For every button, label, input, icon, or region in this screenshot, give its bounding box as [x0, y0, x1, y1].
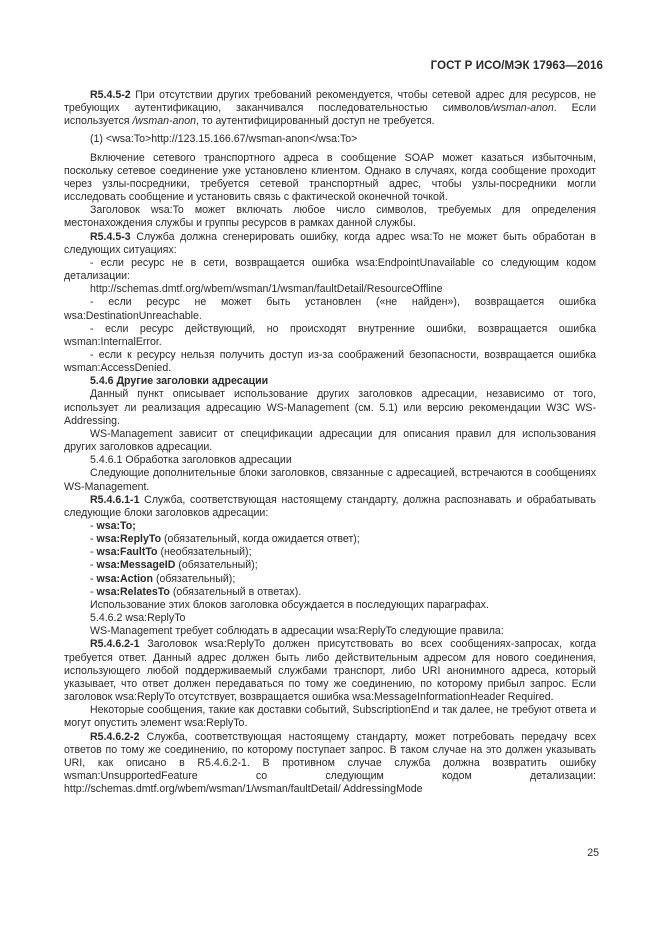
paragraph: Некоторые сообщения, такие как доставки событий, SubscriptionEnd и так далее, не требуют ответа и могут опустить элемент wsa:ReplyTo.: [64, 704, 596, 730]
list-item: - если ресурс действующий, но происходят внутренние ошибки, возвращается ошибка wsman:InternalError.: [64, 322, 596, 348]
subsection-heading: 5.4.6.2 wsa:ReplyTo: [90, 612, 186, 625]
paragraph-r5-4-6-2-2: R5.4.6.2-2 Служба, соответствующая настоящему стандарту, может потребовать передачу всех ответов по тому же соединению, по которому поступает запрос. В таком случае на это должен указывать URI, как описано в R5.4.6.2-1. В противном случае служба должна возвратить ошибку wsman:UnsupportedFeature со следующим кодом детализации: http://schemas.dmtf.org/wbem/wsman/1/wsman/faultDetail/ AddressingMode: [64, 730, 596, 796]
list-item: - если ресурс не в сети, возвращается ошибка wsa:EndpointUnavailable со следующим кодом детализации:: [64, 256, 596, 283]
requirement-number: R5.4.6.2-1: [90, 638, 140, 651]
paragraph-r5-4-5-2: R5.4.5-2 При отсутствии других требований рекомендуется, чтобы сетевой адрес для ресурсов, не требующих аутентификацию, заканчивался последовательностью символов/wsman-anon. Если используется /wsman-anon, то аутентифицированный доступ не требуется.: [64, 89, 596, 128]
standard-header: ГОСТ Р ИСО/МЭК 17963—2016: [430, 60, 603, 72]
code-example: (1) <wsa:To>http://123.15.166.67/wsman-anon</wsa:To>: [90, 133, 358, 146]
list-item: - если ресурс не может быть установлен («не найден»), возвращается ошибка wsa:DestinationUnreachable.: [64, 296, 596, 322]
page-number: 25: [587, 847, 599, 859]
paragraph: Данный пункт описывает использование других заголовков адресации, независимо от того, использует ли реализация адресацию WS-Management (см. 5.1) или версию рекомендации W3C WS-Addressing.: [64, 388, 596, 427]
paragraph: WS-Management требует соблюдать в адресации wsa:ReplyTo следующие правила:: [90, 625, 504, 638]
subsection-heading: 5.4.6.1 Обработка заголовков адресации: [90, 454, 292, 467]
paragraph-r5-4-6-2-1: R5.4.6.2-1 Заголовок wsa:ReplyTo должен присутствовать во всех сообщениях-запросах, когда требуется ответ. Данный адрес должен быть либо действительным адресом для нового соединения, использующего любой поддерживаемый службами транспорт, либо URI анонимного адреса, который указывает, что ответ должен передаваться по тому же соединению, по которому прибыл запрос. Если заголовок wsa:ReplyTo отсутствует, возвращается ошибка wsa:MessageInformationHeader Required.: [64, 638, 596, 704]
section-heading: 5.4.6 Другие заголовки адресации: [90, 375, 269, 388]
paragraph-r5-4-6-1-1: R5.4.6.1-1 Служба, соответствующая настоящему стандарту, должна распознавать и обрабатывать следующие блоки заголовков адресации:: [64, 493, 596, 519]
requirement-number: R5.4.5-3: [90, 230, 131, 243]
paragraph-r5-4-5-3: R5.4.5-3 Служба должна сгенерировать ошибку, когда адрес wsa:To не может быть обработан в следующих ситуациях:: [64, 230, 596, 256]
header-list-item: - wsa:Action (обязательный);: [90, 572, 236, 585]
fault-detail-uri: http://schemas.dmtf.org/wbem/wsman/1/wsman/faultDetail/ResourceOffline: [90, 283, 443, 296]
header-list-item: - wsa:ReplyTo (обязательный, когда ожидается ответ);: [90, 533, 360, 546]
header-list-item: - wsa:RelatesTo (обязательный в ответах).: [90, 585, 302, 598]
document-body: [64, 89, 596, 796]
list-item: - если к ресурсу нельзя получить доступ из-за соображений безопасности, возвращается ошибка wsman:AccessDenied.: [64, 348, 596, 375]
header-list-item: - wsa:FaultTo (необязательный);: [90, 546, 252, 559]
paragraph: Следующие дополнительные блоки заголовков, связанные с адресацией, встречаются в сообщениях WS-Management.: [64, 467, 596, 493]
requirement-number: R5.4.6.2-2: [90, 730, 140, 743]
paragraph: Использование этих блоков заголовка обсуждается в последующих параграфах.: [90, 598, 489, 611]
paragraph: WS-Management зависит от спецификации адресации для описания правил для использования других заголовков адресации.: [64, 427, 596, 454]
header-list-item: - wsa:MessageID (обязательный);: [90, 559, 258, 572]
requirement-number: R5.4.6.1-1: [90, 493, 140, 506]
paragraph-wsa-to: Заголовок wsa:To может включать любое число символов, требуемых для определения местонахождения службы и группы ресурсов в рамках данной службы.: [64, 204, 596, 230]
requirement-number: R5.4.5-2: [90, 89, 131, 101]
header-list-item: - wsa:To;: [90, 520, 136, 532]
paragraph-soap-transport: Включение сетевого транспортного адреса в сообщение SOAP может казаться избыточным, поскольку сетевое соединение уже установлено клиентом. Однако в случаях, когда сообщение проходит через узлы-посредники, требуется сетевой транспортный адрес, чтобы узлы-посредники могли исследовать сообщение и установить связь с фактической оконечной точкой.: [64, 151, 596, 204]
